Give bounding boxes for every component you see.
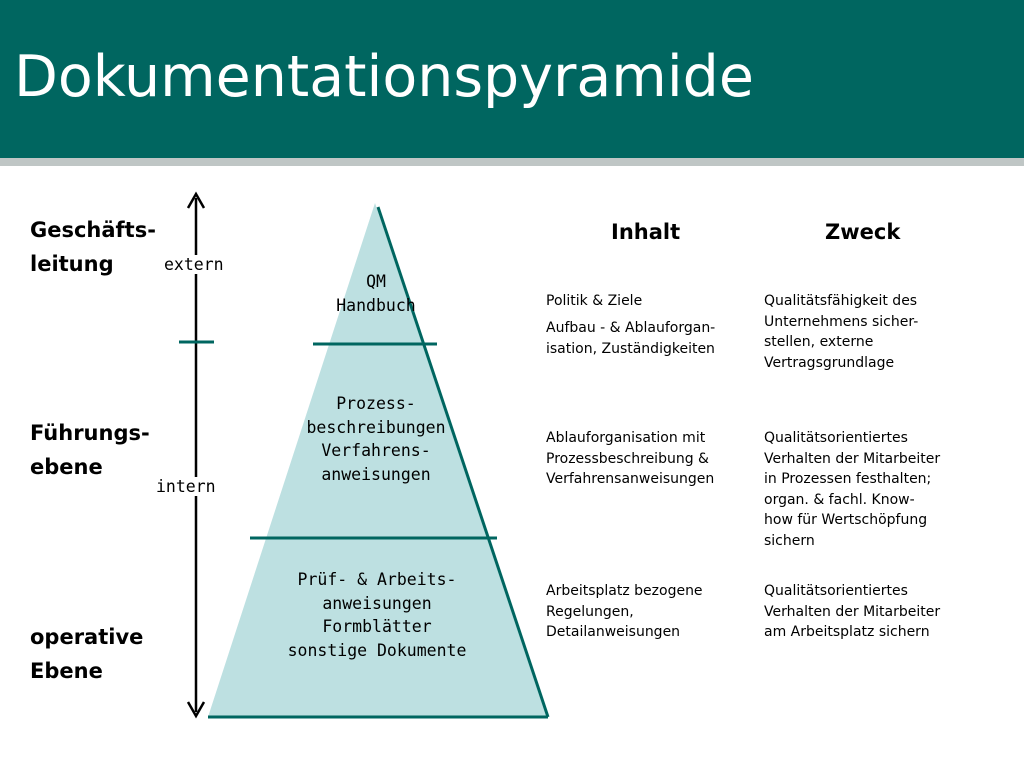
inhalt-cell-1a: Politik & Ziele bbox=[546, 293, 643, 309]
pyramid-tier-pruef-arbeit: Prüf- & Arbeits- anweisungen Formblätter sonstige Dokumente bbox=[287, 570, 467, 660]
level-label-operative-ebene: operative Ebene bbox=[30, 625, 144, 683]
zweck-cell-1: Qualitätsfähigkeit des Unternehmens sicher- stellen, externe Vertragsgrundlage bbox=[764, 293, 919, 371]
axis-label-extern: extern bbox=[161, 255, 227, 274]
axis-label-intern: intern bbox=[153, 477, 219, 496]
page-title: Dokumentationspyramide bbox=[14, 44, 754, 110]
inhalt-cell-3: Arbeitsplatz bezogene Regelungen, Detailanweisungen bbox=[546, 583, 703, 640]
zweck-cell-2: Qualitätsorientiertes Verhalten der Mitarbeiter in Prozessen festhalten; organ. & fachl. Know- how für Wertschöpfung sichern bbox=[764, 430, 941, 549]
level-label-geschaeftsleitung: Geschäfts- leitung bbox=[30, 218, 156, 276]
inhalt-cell-1b: Aufbau - & Ablauforgan- isation, Zuständigkeiten bbox=[546, 320, 716, 357]
pyramid-tier-prozess: Prozess- beschreibungen Verfahrens- anweisungen bbox=[306, 394, 446, 484]
zweck-cell-3: Qualitätsorientiertes Verhalten der Mitarbeiter am Arbeitsplatz sichern bbox=[764, 583, 941, 640]
column-header-zweck: Zweck bbox=[825, 220, 901, 244]
pyramid-tier-qm-handbuch: QM Handbuch bbox=[336, 272, 416, 315]
inhalt-cell-2: Ablauforganisation mit Prozessbeschreibung & Verfahrensanweisungen bbox=[546, 430, 715, 487]
level-label-fuehrungsebene: Führungs- ebene bbox=[30, 421, 150, 479]
column-header-inhalt: Inhalt bbox=[611, 220, 681, 244]
